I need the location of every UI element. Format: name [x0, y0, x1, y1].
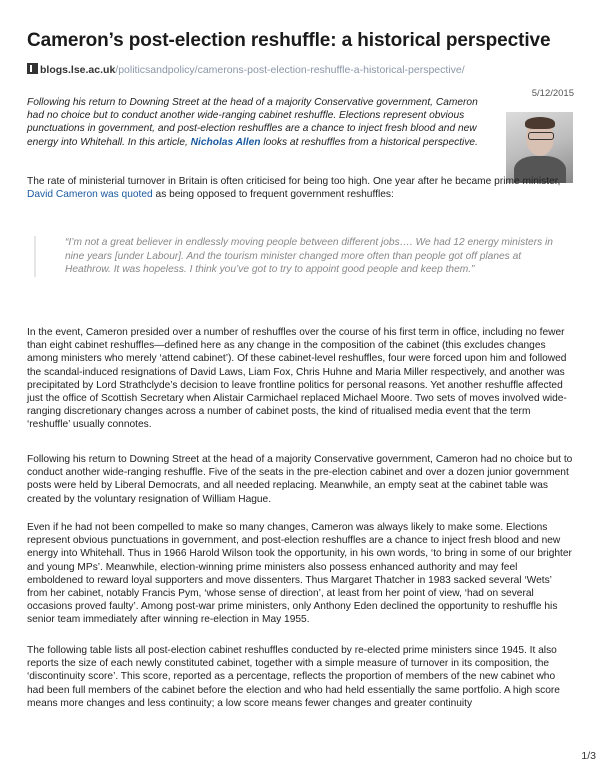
source-url[interactable]: [27, 63, 465, 75]
intro-text: Following his return to Downing Street at the head of a majority Conservative government, Cameron had no choice but to conduct another wide-ranging cabinet reshuffle. Elections represent obvious punctuations in government, and post-election reshuffles are a chance to inject fresh blood and new energy into Whitehall. In this article,: [27, 97, 478, 148]
intro-text-end: looks at reshuffles from a historical perspective.: [260, 136, 478, 148]
source-domain[interactable]: blogs.lse.ac.uk: [40, 64, 116, 76]
paragraph-5: The following table lists all post-election cabinet reshuffles conducted by re-elected prime ministers since 1945. It also reports the size of each newly constituted cabinet, together with a simple measure of turnover in its composition, the ‘discontinuity score’. This score, reported as a percentage, reflects the proportion of members of the new cabinet who had been full members of the cabinet before the election and who had held essentially the same portfolio. A high score means more changes and less continuity; a low score means fewer changes and greater continuity: [27, 645, 560, 709]
page-number: 1/3: [581, 750, 596, 762]
author-photo: [506, 112, 573, 183]
paragraph-2: In the event, Cameron presided over a number of reshuffles over the course of his first term in office, including no fewer than eight cabinet reshuffles—defined here as any change in the composition of the cabinet (this excludes changes among ministers who merely ‘attend cabinet’). Of these cabinet-level reshuffles, four were forced upon him and followed the scandal-induced resignations of David Laws, Liam Fox, Chris Huhne and Maria Miller respectively, and another was precipitated by Lord Strathclyde’s decision to leave frontline politics for personal reasons. Yet another reshuffle affected just the office of Scottish Secretary when Alistair Carmichael replaced Michael Moore. Two sets of moves involved wide-ranging discretionary changes across a number of cabinet posts, the kind of ritualised media event that the term ‘reshuffle’ usually connotes.: [27, 327, 567, 431]
site-logo-icon: [27, 63, 38, 74]
source-path[interactable]: /politicsandpolicy/camerons-post-election-reshuffle-a-historical-perspective/: [115, 64, 465, 76]
publish-date: 5/12/2015: [531, 88, 574, 99]
article-intro: [27, 96, 497, 149]
article-title: Cameron’s post-election reshuffle: a historical perspective: [27, 30, 551, 51]
paragraph-1: The rate of ministerial turnover in Britain is often criticised for being too high. One year after he became prime minister, David Cameron was quoted as being opposed to frequent government reshuffles:: [27, 176, 561, 201]
blockquote: “I’m not a great believer in endlessly moving people between different jobs…. We had 12 energy ministers in nine years [under Labour]. And the tourism minister changed more often than people got off planes at Heathrow. It was hopeless. I think you’ve got to try to appoint good people and keep them.”: [34, 236, 563, 277]
author-link[interactable]: Nicholas Allen: [190, 136, 261, 148]
paragraph-3: Following his return to Downing Street at the head of a majority Conservative government, Cameron had no choice but to conduct another wide-ranging reshuffle. Five of the seats in the pre-election cabinet and over a dozen junior government posts were held by Liberal Democrats, and all needed replacing. Meanwhile, an empty seat at the cabinet table was created by the voluntary resignation of William Hague.: [27, 454, 573, 505]
cameron-quote-link[interactable]: David Cameron was quoted: [27, 189, 153, 201]
paragraph-4: Even if he had not been compelled to make so many changes, Cameron was always likely to make some. Elections represent obvious punctuations in government, and post-election reshuffles are a chance to inject fresh blood and new energy into Whitehall. Thus in 1966 Harold Wilson took the opportunity, in his own words, ‘to bring in some of our brighter and young MPs’. Meanwhile, election-winning prime ministers also possess enhanced authority and may feel emboldened to reward loyal supporters and move dissenters. Thus Margaret Thatcher in 1983 sacked several ‘Wets’ from her cabinet, notably Francis Pym, ‘whose sense of direction’, at least from her point of view, ‘had on several occasions proved faulty’. Among post-war prime ministers, only Anthony Eden declined the opportunity to reshuffle his senior team immediately after winning re-election in May 1955.: [27, 522, 572, 626]
